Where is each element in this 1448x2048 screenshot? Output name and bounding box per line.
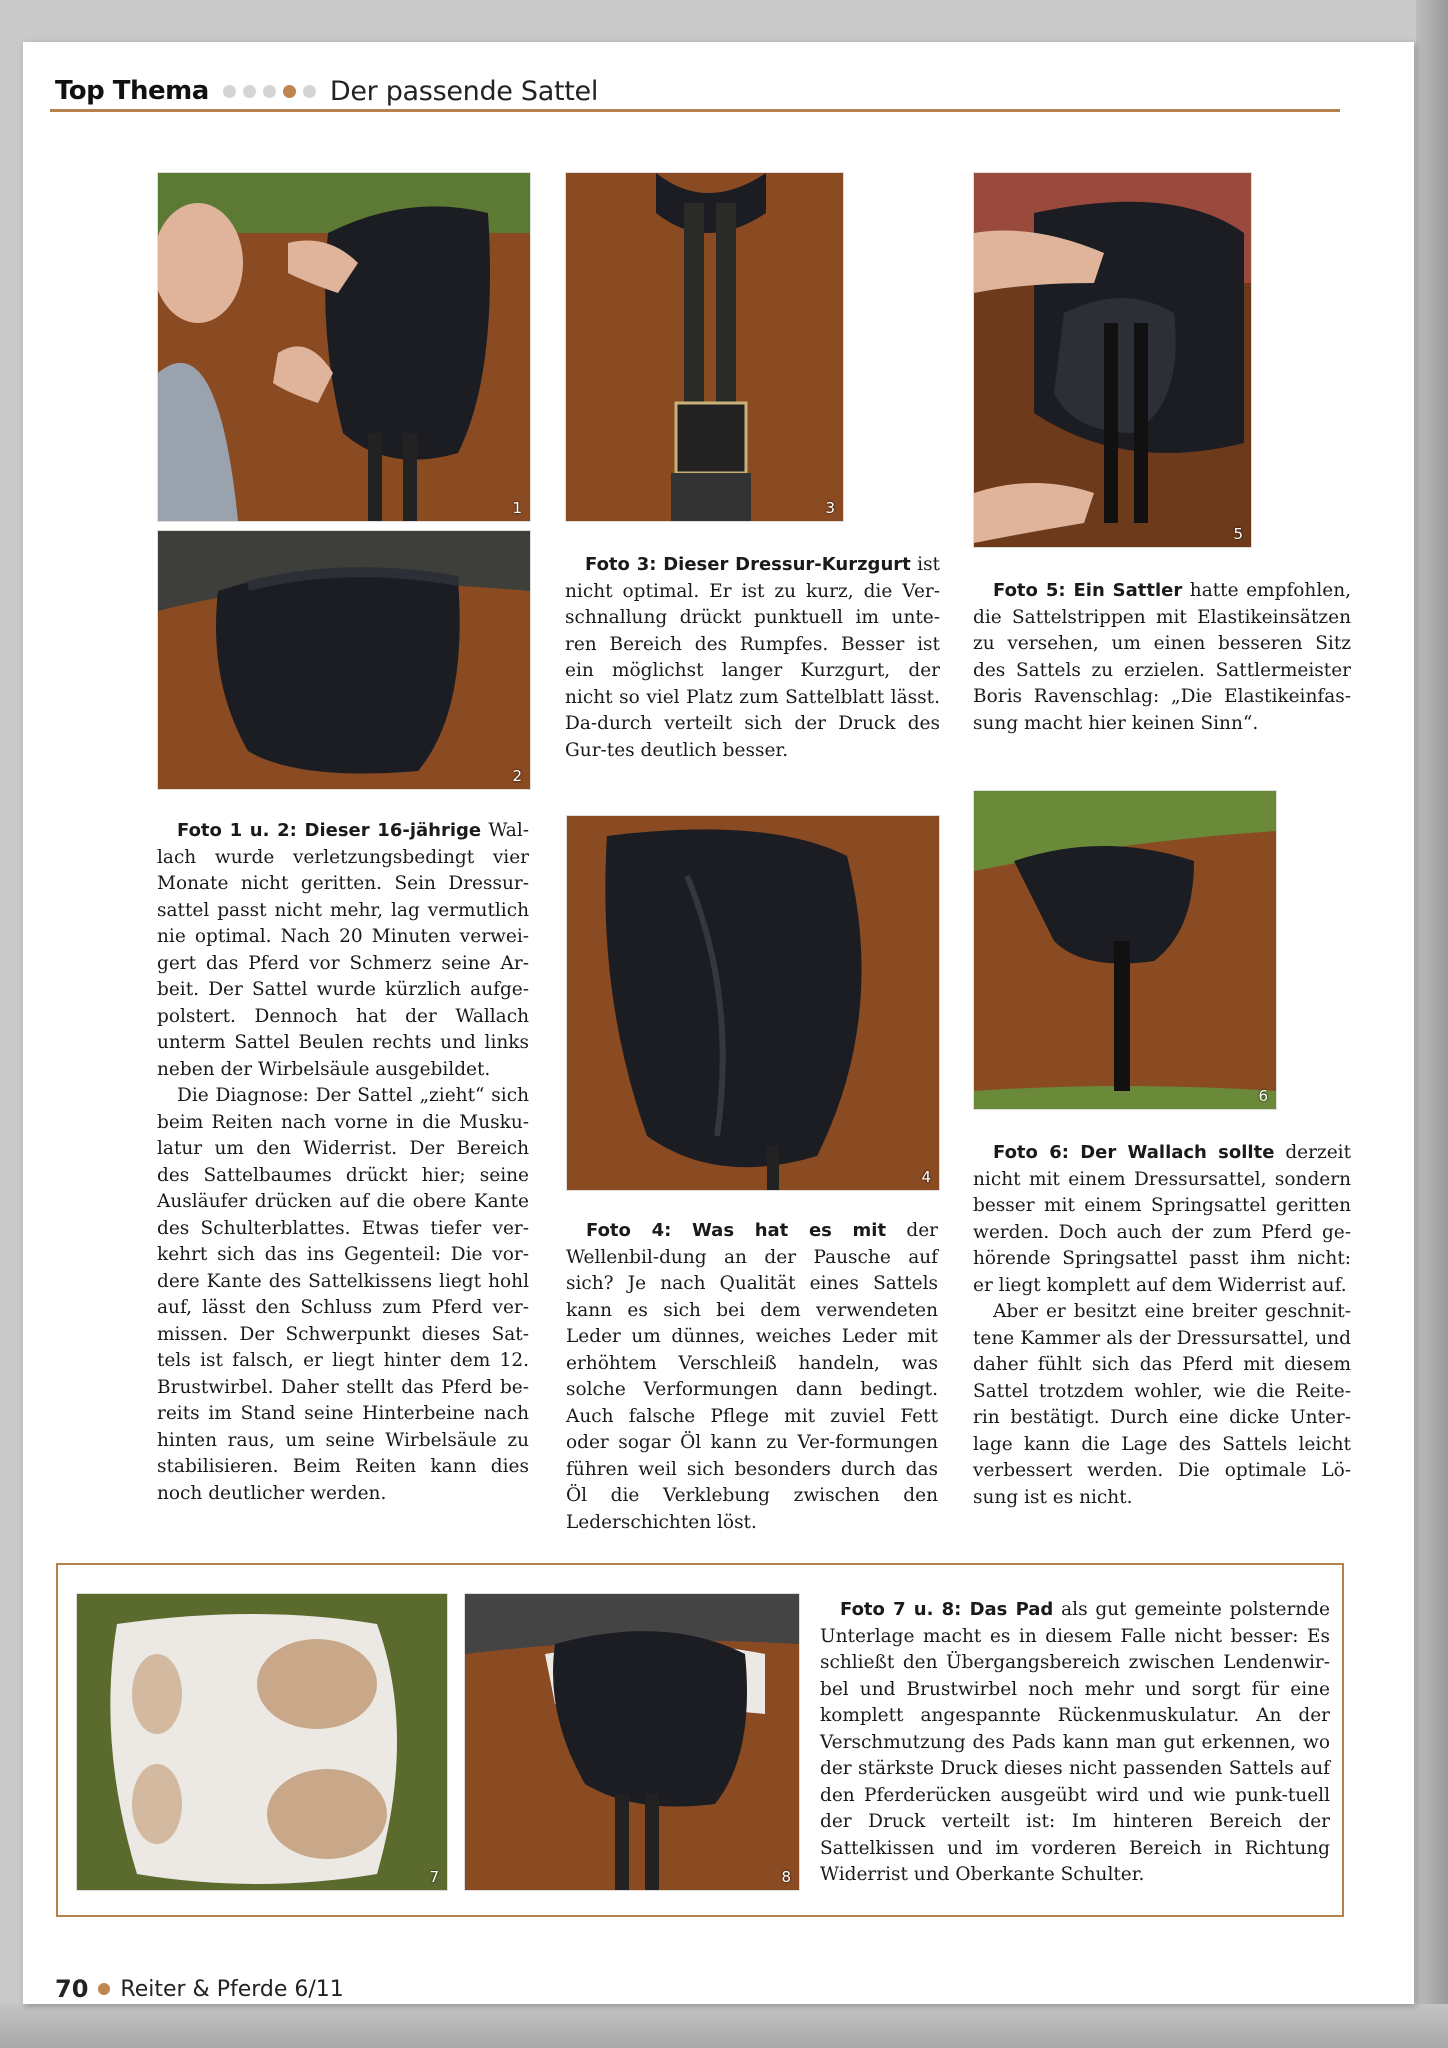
caption-text-2: Aber er besitzt eine breiter geschnit-tene Kammer als der Dressursattel, und daher fühlt sich das Pferd mit diesem Sattel trotzdem wohler, wie die Reite-rin bestätigt. Durch eine dicke Unter-lage kann die Lage des Sattels leicht verbessert werden. Die optimale Lö-sung ist es nicht. [973,1301,1351,1508]
caption-foto-6 [973,1140,1351,1511]
caption-text: ist nicht optimal. Er ist zu kurz, die Ver-schnallung drückt punktuell im unte-ren Bereich des Rumpfes. Besser ist ein möglichst langer Kurzgurt, der nicht so viel Platz zum Sattelblatt lässt. Da-durch verteilt sich der Druck des Gur-tes deutlich besser. [565,554,940,761]
progress-dot-active [283,85,296,98]
photo-number: 3 [825,499,835,517]
photo-3-image [566,173,843,521]
pad-info-box [56,1563,1344,1917]
section-title: Top Thema [55,76,209,106]
photo-8-image [465,1594,799,1890]
photo-5-image [974,173,1251,547]
page-number: 70 [55,1975,89,2003]
caption-foto-4 [566,1218,938,1536]
photo-number: 1 [512,499,522,517]
caption-lead: Foto 1 u. 2: Dieser 16-jährige [177,820,482,841]
photo-6 [973,790,1277,1110]
photo-number: 8 [781,1868,791,1886]
photo-3 [565,172,844,522]
caption-text: als gut gemeinte polsternde Unterlage macht es in diesem Falle nicht besser: Es schließt den Übergangsbereich zwischen Lendenwir-bel und Brustwirbel noch mehr und sorgt für eine komplett angespannte Rückenmuskulatur. An der Verschmutzung des Pads kann man gut erkennen, wo der stärkste Druck dieses nicht passenden Sattels auf den Pferderücken ausgeübt wird und wie punk-tuell der Druck verteilt ist: Im hinteren Bereich der Sattelkissen und im vorderen Bereich in Richtung Widerrist und Oberkante Schulter. [820,1599,1330,1885]
page-footer [55,1975,344,2003]
page-header [55,70,1343,112]
photo-number: 5 [1233,525,1243,543]
caption-foto-3 [565,552,940,764]
header-rule [50,109,1340,112]
photo-1-image [158,173,530,521]
caption-foto-1-2 [157,818,529,1507]
photo-8 [464,1593,800,1891]
caption-text: Wal-lach wurde verletzungsbedingt vier Monate nicht geritten. Sein Dressur-sattel passt nicht mehr, lag vermutlich nie optimal. Nach 20 Minuten verwei-gert das Pferd vor Schmerz seine Ar-beit. Der Sattel wurde kürzlich aufge-polstert. Dennoch hat der Wallach unterm Sattel Beulen rechts und links neben der Wirbelsäule ausgebildet. [157,820,529,1080]
section-progress-dots [223,85,316,98]
photo-2-image [158,531,530,789]
progress-dot [303,85,316,98]
progress-dot [243,85,256,98]
caption-foto-5 [973,578,1351,737]
caption-lead: Foto 7 u. 8: Das Pad [840,1599,1054,1620]
photo-4 [566,815,940,1191]
photo-2 [157,530,531,790]
article-subject: Der passende Sattel [329,75,599,107]
footer-dot [98,1983,110,1995]
photo-5 [973,172,1252,548]
caption-text: derzeit nicht mit einem Dressursattel, sondern besser mit einem Springsattel geritten werden. Doch auch der zum Pferd ge-hörende Springsattel passt ihm nicht: er liegt komplett auf dem Widerrist auf. [973,1142,1351,1296]
caption-lead: Foto 5: Ein Sattler [993,580,1183,601]
page-bottom-shadow [0,2004,1448,2048]
photo-1 [157,172,531,522]
caption-lead: Foto 6: Der Wallach sollte [993,1142,1275,1163]
photo-number: 6 [1258,1087,1268,1105]
progress-dot [223,85,236,98]
caption-text: der Wellenbil-dung an der Pausche auf sich? Je nach Qualität eines Sattels kann es sich bei dem verwendeten Leder um dünnes, weiches Leder mit erhöhtem Verschleiß handeln, was solche Verformungen dann bedingt. Auch falsche Pflege mit zuviel Fett oder sogar Öl kann zu Ver-formungen führen weil sich besonders durch das Öl die Verklebung zwischen den Lederschichten löst. [566,1220,938,1533]
publication-issue: Reiter & Pferde 6/11 [120,1976,344,2002]
photo-number: 2 [512,767,522,785]
progress-dot [263,85,276,98]
page-edge-shadow [1416,0,1448,2048]
caption-lead: Foto 4: Was hat es mit [586,1220,887,1241]
photo-7-image [77,1594,447,1890]
caption-lead: Foto 3: Dieser Dressur-Kurzgurt [585,554,911,575]
photo-number: 7 [429,1868,439,1886]
caption-foto-7-8 [820,1597,1330,1889]
photo-6-image [974,791,1276,1109]
photo-4-image [567,816,939,1190]
caption-text: hatte empfohlen, die Sattelstrippen mit Elastikeinsätzen zu versehen, um einen besseren Sitz des Sattels zu erzielen. Sattlermeister Boris Ravenschlag: „Die Elastikeinfas-sung macht hier keinen Sinn“. [973,580,1352,734]
photo-number: 4 [921,1168,931,1186]
photo-7 [76,1593,448,1891]
caption-text-2: Die Diagnose: Der Sattel „zieht“ sich beim Reiten nach vorne in die Musku-latur um den Widerrist. Der Bereich des Sattelbaumes drückt hier; seine Ausläufer drücken auf die obere Kante des Schulterblattes. Etwas tiefer ver-kehrt sich das ins Gegenteil: Die vor-dere Kante des Sattelkissens liegt hohl auf, lässt den Schluss zum Pferd ver-missen. Der Schwerpunkt dieses Sat-tels ist falsch, er liegt hinter dem 12. Brustwirbel. Daher stellt das Pferd be-reits im Stand seine Hinterbeine nach hinten raus, um seine Wirbelsäule zu stabilisieren. Beim Reiten kann dies noch deutlicher werden. [157,1085,529,1504]
